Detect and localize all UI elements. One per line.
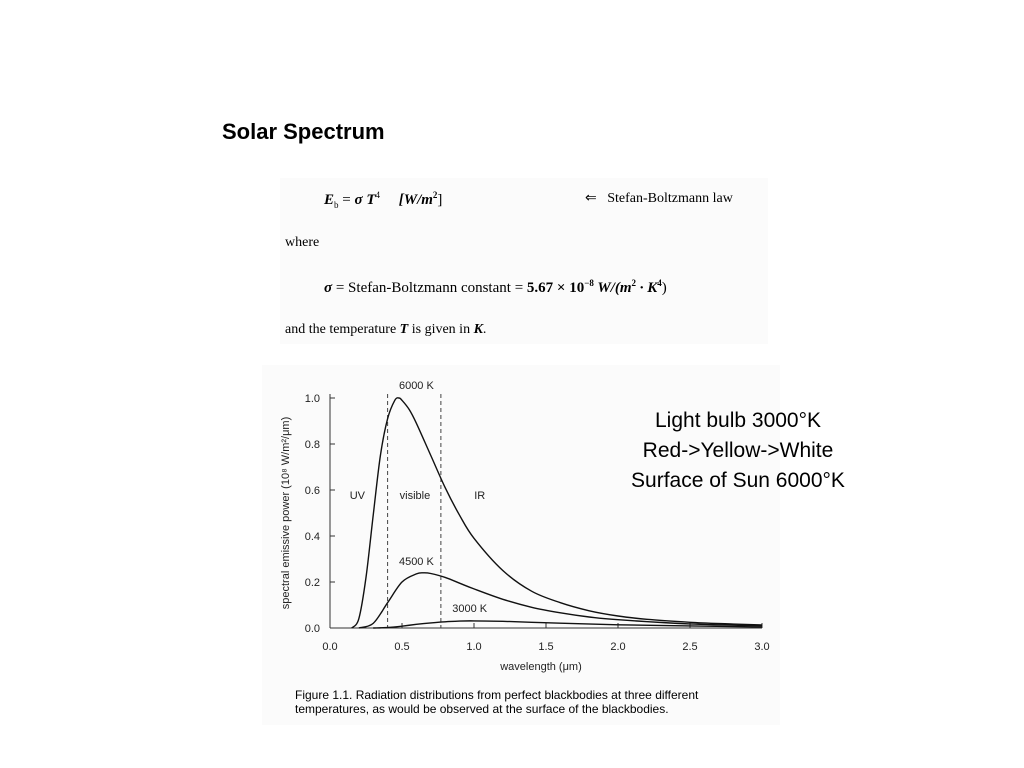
const-units-mid: · K <box>636 280 658 296</box>
figure-caption <box>295 688 765 716</box>
series-line-4500-k <box>359 573 762 628</box>
x-tick-label: 1.5 <box>538 641 554 653</box>
const-equals: = <box>514 280 527 296</box>
y-tick-label: 0.8 <box>304 439 320 451</box>
eq-units-exp: 2 <box>432 190 438 200</box>
eq-T: T <box>362 192 376 208</box>
y-axis-label: spectral emissive power (10⁸ W/m²/μm) <box>280 416 292 610</box>
stefan-boltzmann-equation <box>324 190 442 210</box>
caption-line-2: temperatures, as would be observed at the surface of the blackbodies. <box>295 702 669 716</box>
const-units-close: ) <box>661 280 667 296</box>
eq-lhs: E <box>324 192 335 208</box>
x-tick-label: 1.0 <box>466 641 482 653</box>
where-text: where <box>285 235 320 250</box>
temp-note-suffix: . <box>482 322 487 337</box>
law-label <box>585 190 733 207</box>
eq-lhs-sub: b <box>334 200 339 210</box>
eq-units: [W/m <box>398 192 433 208</box>
x-tick-label: 0.5 <box>394 641 410 653</box>
x-tick-label: 3.0 <box>754 641 770 653</box>
region-label-uv: UV <box>349 490 366 503</box>
const-value-exp: −8 <box>584 278 594 288</box>
eq-T-exp: 4 <box>375 190 380 200</box>
annotation-line-3: Surface of Sun 6000°K <box>631 469 845 492</box>
temp-note-K: K <box>473 322 483 337</box>
series-label: 4500 K <box>398 555 434 568</box>
x-tick-label: 2.0 <box>610 641 626 653</box>
const-text: = Stefan-Boltzmann constant <box>332 280 515 296</box>
annotation <box>608 406 868 496</box>
y-tick-label: 0.0 <box>304 623 320 635</box>
eq-sigma: σ <box>354 192 363 208</box>
x-axis-label: wavelength (μm) <box>500 661 582 673</box>
y-tick-label: 0.6 <box>304 485 320 497</box>
const-units-exp2: 4 <box>657 278 662 288</box>
temperature-note <box>285 322 486 338</box>
temp-note-middle: is given in <box>408 322 474 337</box>
eq-units-close: ] <box>437 192 443 208</box>
left-arrow-icon: ⇐ <box>585 191 597 206</box>
const-value: 5.67 × 10 <box>526 280 585 296</box>
region-label-ir: IR <box>474 490 486 503</box>
y-tick-label: 1.0 <box>304 393 320 405</box>
series-label: 3000 K <box>452 602 488 615</box>
y-tick-label: 0.4 <box>304 531 320 543</box>
eq-equals: = <box>338 192 355 208</box>
const-units-exp1: 2 <box>631 278 637 288</box>
annotation-line-1: Light bulb 3000°K <box>654 409 822 432</box>
formula-block <box>280 178 768 344</box>
const-units: W/(m <box>593 280 632 296</box>
constant-equation <box>324 278 667 297</box>
slide-title: Solar Spectrum <box>222 119 385 144</box>
annotation-line-2: Red->Yellow->White <box>642 439 834 462</box>
region-label-visible: visible <box>399 490 431 503</box>
caption-line-1: Figure 1.1. Radiation distributions from perfect blackbodies at three different <box>295 688 699 702</box>
x-tick-label: 0.0 <box>322 641 338 653</box>
x-tick-label: 2.5 <box>682 641 698 653</box>
temp-note-prefix: and the temperature <box>285 322 400 337</box>
law-name: Stefan-Boltzmann law <box>607 191 733 206</box>
const-sigma: σ <box>324 280 333 296</box>
temp-note-T: T <box>399 322 409 337</box>
y-tick-label: 0.2 <box>304 577 320 589</box>
series-label: 6000 K <box>398 379 434 392</box>
